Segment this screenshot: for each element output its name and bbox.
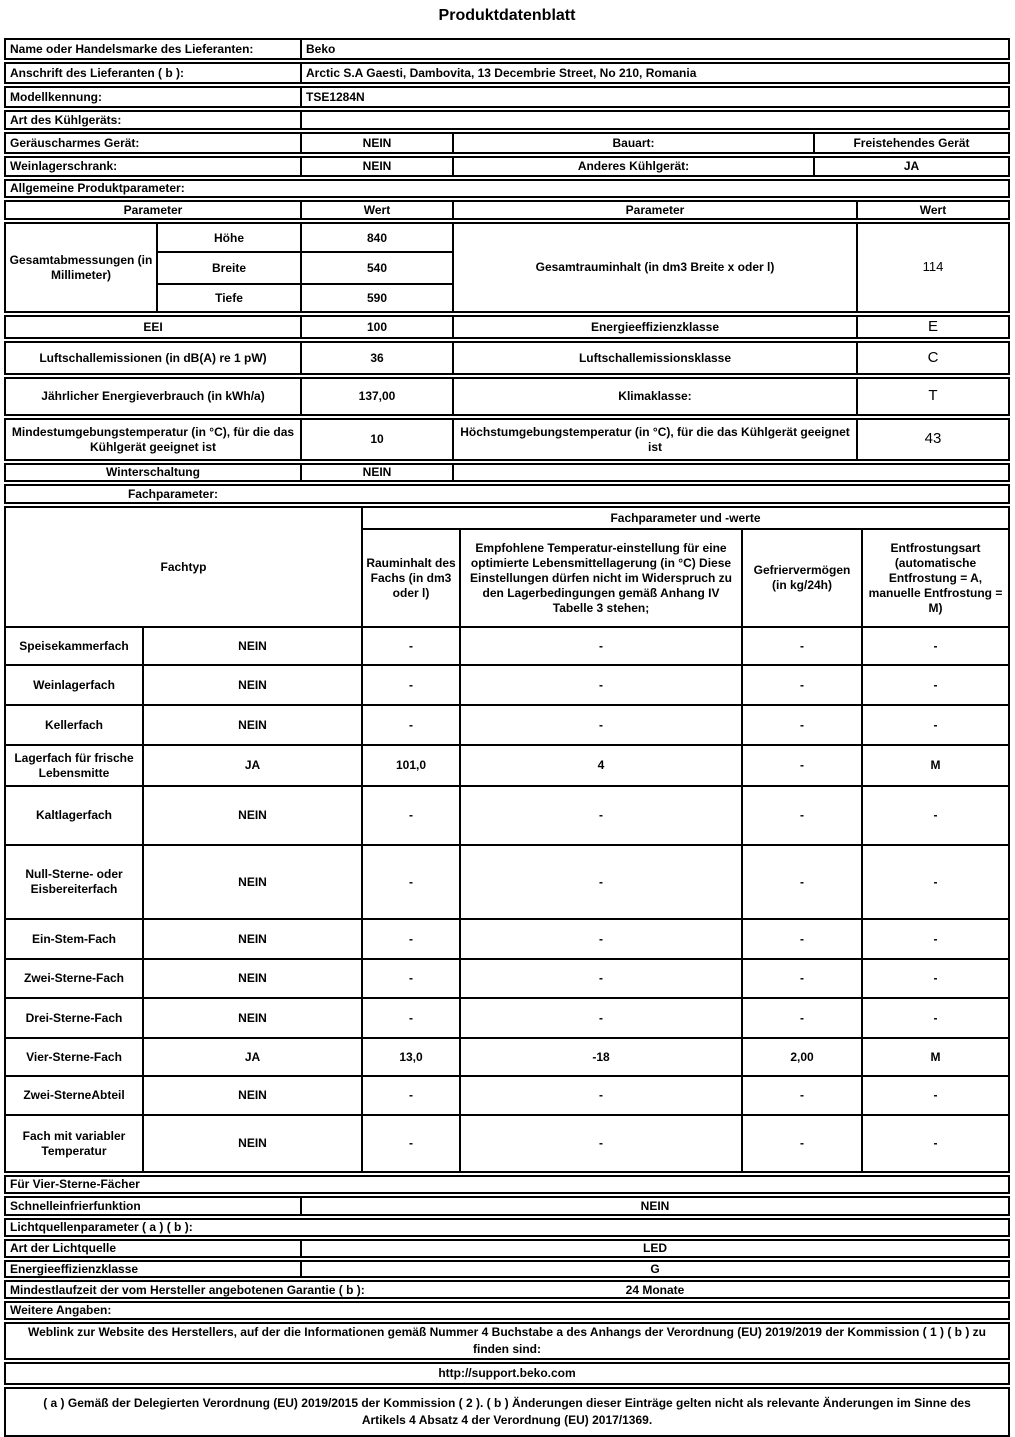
section-title: Allgemeine Produktparameter: [10,181,185,195]
compartment-temp: - [461,706,743,744]
row-label: Art der Lichtquelle [6,1241,302,1256]
compartment-defrost: - [933,971,938,985]
table-row-compartment [6,958,1008,997]
compartment-name: Lagerfach für frische Lebensmitte [6,746,144,785]
compartment-freeze: - [743,628,863,664]
compartment-defrost: M [930,1049,941,1064]
table-row-quick-freeze [4,1196,1010,1216]
dim-name: Breite [158,253,302,283]
dim-value: 840 [366,230,388,245]
compartment-name: Ein-Stem-Fach [6,920,144,958]
row-value: NEIN [302,134,454,152]
dim-name: Tiefe [158,285,302,311]
general-table-header [4,200,1010,220]
row-value: TSE1284N [306,89,365,104]
compartment-freeze: - [743,746,863,785]
compartment-freeze: - [743,1077,863,1114]
compartment-name: Kaltlagerfach [6,787,144,844]
compartment-name: Drei-Sterne-Fach [6,999,144,1037]
compartment-freeze: - [743,706,863,744]
section-header-more [4,1301,1010,1320]
compartment-present: NEIN [144,846,363,918]
row-label: Geräuscharmes Gerät: [6,134,302,152]
row-value-2: JA [903,159,920,173]
empty-cell [454,465,1008,480]
compartment-volume: - [363,999,461,1037]
section-header-four-star [4,1175,1010,1194]
compartment-freeze: - [743,960,863,997]
compartment-freeze: - [743,666,863,704]
param-value: 43 [924,430,942,448]
product-datasheet [4,0,1010,1437]
row-value: NEIN [640,1198,670,1213]
section-header-fach [4,484,1010,504]
row-value-2: Freistehendes Gerät [853,135,970,150]
compartment-temp: - [461,920,743,958]
weblink-text: Weblink zur Website des Herstellers, auf der die Informationen gemäß Nummer 4 Buchstabe a des Anhangs der Verordnung (EU) 2019/2019 der Kommission ( 1 ) ( b ) zu finden sind: [27,1324,986,1356]
table-row-compartment [6,785,1008,844]
fach-table-header [6,508,1008,626]
compartment-temp: - [461,787,743,844]
table-row-compartment [6,997,1008,1037]
row-value: NEIN [302,158,454,175]
compartment-volume: - [363,666,461,704]
compartment-volume: - [363,1116,461,1171]
compartment-temp: - [461,846,743,918]
compartment-temp: - [461,666,743,704]
row-value: Arctic S.A Gaesti, Dambovita, 13 Decembrie Street, No 210, Romania [306,65,697,80]
table-row-compartment [6,744,1008,785]
dim-value: 540 [366,261,388,275]
section-header-general [4,179,1010,198]
param-value: 36 [302,343,454,373]
compartment-name: Weinlagerfach [6,666,144,704]
row-label-2: Anderes Kühlgerät: [454,158,815,175]
compartment-freeze: 2,00 [743,1039,863,1075]
compartment-defrost: - [933,1010,938,1025]
compartment-present: NEIN [144,920,363,958]
compartment-volume: - [363,706,461,744]
page-title: Produktdatenblatt [438,7,576,24]
compartment-present: NEIN [144,1077,363,1114]
param-label: Luftschallemissionen (in dB(A) re 1 pW) [6,343,302,373]
row-label: Schnelleinfrierfunktion [6,1198,302,1214]
row-label: Art des Kühlgeräts: [6,112,302,128]
param-label: Energieeffizienzklasse [454,317,858,337]
compartment-name: Kellerfach [6,706,144,744]
table-row-dimensions [4,222,1010,313]
fach-table [4,506,1010,1173]
table-row-light-type [4,1239,1010,1258]
table-row-compartment [6,1037,1008,1075]
compartment-volume: - [363,960,461,997]
compartment-present: NEIN [144,999,363,1037]
compartment-volume: - [363,628,461,664]
compartment-volume: - [363,787,461,844]
section-title-text: Fachparameter: [127,486,219,501]
dimensions-subtable [158,224,454,311]
param-label: Mindestumgebungstemperatur (in °C), für die das Kühlgerät geeignet ist [6,420,302,459]
compartment-present: NEIN [144,706,363,744]
column-header-fachtyp: Fachtyp [6,508,363,626]
row-value: LED [643,1241,667,1255]
total-volume-label: Gesamtrauminhalt (in dm3 Breite x oder l) [454,224,858,311]
table-row-width [158,253,452,285]
row-label: Mindestlaufzeit der vom Hersteller angebotenen Garantie ( b ): [10,1282,365,1297]
table-row-compartment [6,664,1008,704]
table-row-weblink [4,1322,1010,1360]
row-label: Weinlagerschrank: [6,158,302,175]
row-label-2: Bauart: [454,134,815,152]
row-label: Name oder Handelsmarke des Lieferanten: [6,40,302,58]
param-value: 100 [302,317,454,337]
table-row-light-class [4,1260,1010,1278]
compartment-defrost: - [933,808,938,822]
row-label: Modellkennung: [6,88,302,106]
param-label: Winterschaltung [6,465,302,480]
compartment-name: Null-Sterne- oder Eisbereiterfach [6,846,144,918]
compartment-present: NEIN [144,1116,363,1171]
table-row-low-noise [4,132,1010,154]
compartment-temp: - [461,628,743,664]
compartment-freeze: - [743,920,863,958]
compartment-volume: 101,0 [363,746,461,785]
table-row-footnote [4,1387,1010,1437]
table-row-compartment [6,1114,1008,1171]
param-label: Klimaklasse: [454,379,858,414]
weblink-url: http://support.beko.com [438,1365,576,1380]
row-value: Beko [306,41,336,56]
row-value [302,112,1008,128]
compartment-present: NEIN [144,628,363,664]
compartment-volume: - [363,920,461,958]
footnote-text: ( a ) Gemäß der Delegierten Verordnung (EU) 2019/2015 der Kommission ( 2 ). ( b ) Änderungen dieser Einträge gelten nicht als relevante Änderungen im Sinne des Artikels 4 Absatz 4 der Verordnung (EU) 2017/1369. [43,1395,971,1427]
dim-name: Höhe [158,224,302,251]
column-header-volume: Rauminhalt des Fachs (in dm3 oder l) [363,530,461,626]
compartment-defrost: - [933,677,938,692]
param-label: Jährlicher Energieverbrauch (in kWh/a) [6,379,302,414]
column-header-defrost: Entfrostungsart (automatische Entfrostung = A, manuelle Entfrostung = M) [868,540,1003,615]
compartment-volume: - [363,1077,461,1114]
table-row-wine-storage [4,156,1010,177]
group-header: Fachparameter und -werte [363,508,1008,530]
param-label: Höchstumgebungstemperatur (in °C), für die das Kühlgerät geeignet ist [454,420,858,459]
fach-subheader-row [363,530,1008,626]
table-row-appliance-type [4,110,1010,130]
param-value: C [927,348,939,366]
section-title [6,486,1008,502]
param-value: E [927,317,938,335]
param-value: 137,00 [302,379,454,414]
param-value: 10 [302,420,454,459]
dimensions-label: Gesamtabmessungen (in Millimeter) [6,224,158,311]
compartment-temp: - [461,1116,743,1171]
row-label: Energieeffizienzklasse [6,1262,302,1276]
param-value: T [928,387,938,405]
table-row-eei [4,315,1010,339]
compartment-defrost: - [933,638,938,653]
compartment-present: JA [144,1039,363,1075]
table-row-compartment [6,704,1008,744]
section-title: Weitere Angaben: [10,1303,112,1317]
column-header: Parameter [6,202,302,218]
column-header: Parameter [454,202,858,218]
compartment-temp: - [461,1077,743,1114]
column-header: Wert [919,202,947,217]
total-volume-value: 114 [922,259,944,275]
compartment-present: NEIN [144,960,363,997]
row-label: Anschrift des Lieferanten ( b ): [6,64,302,82]
fach-header-right [363,508,1008,626]
dim-value: 590 [366,291,388,305]
table-row-compartment [6,844,1008,918]
table-row-weblink-url [4,1362,1010,1385]
compartment-defrost: - [933,1136,938,1150]
compartment-volume: - [363,846,461,918]
compartment-name: Speisekammerfach [6,628,144,664]
table-row-energy [4,377,1010,416]
compartment-defrost: M [930,758,941,772]
compartment-defrost: - [933,1088,938,1102]
compartment-name: Fach mit variabler Temperatur [6,1116,144,1171]
param-value: NEIN [302,465,454,480]
compartment-name: Zwei-SterneAbteil [6,1077,144,1114]
compartment-freeze: - [743,787,863,844]
table-row-warranty [4,1280,1010,1299]
table-row-noise [4,341,1010,375]
table-row-depth [158,285,452,311]
compartment-defrost: - [933,874,938,889]
param-label: Luftschallemissionsklasse [454,343,858,373]
table-row-supplier-name [4,38,1010,60]
section-title: Lichtquellenparameter ( a ) ( b ): [10,1220,193,1234]
section-header-light [4,1218,1010,1237]
table-row-ambient-temp [4,418,1010,461]
column-header-freeze: Gefriervermögen (in kg/24h) [743,530,863,626]
column-header: Wert [302,202,454,218]
table-row-compartment [6,626,1008,664]
compartment-temp: 4 [461,746,743,785]
param-label: EEI [6,317,302,337]
compartment-present: JA [144,746,363,785]
table-row-supplier-address [4,62,1010,84]
table-row-compartment [6,918,1008,958]
compartment-present: NEIN [144,666,363,704]
compartment-temp: - [461,960,743,997]
compartment-volume: 13,0 [363,1039,461,1075]
table-row-height [158,224,452,253]
table-row-winter [4,463,1010,482]
compartment-name: Vier-Sterne-Fach [6,1039,144,1075]
compartment-freeze: - [743,1116,863,1171]
table-row-compartment [6,1075,1008,1114]
compartment-temp: - [461,999,743,1037]
table-row-model [4,86,1010,108]
compartment-freeze: - [743,999,863,1037]
section-title: Für Vier-Sterne-Fächer [10,1177,140,1191]
row-value: G [650,1261,660,1276]
compartment-freeze: - [743,846,863,918]
compartment-defrost: - [933,931,938,946]
compartment-temp: -18 [461,1039,743,1075]
compartment-defrost: - [933,717,938,732]
column-header-temp: Empfohlene Temperatur-einstellung für eine optimierte Lebensmittellagerung (in °C) Diese Einstellungen dürfen nicht im Widerspruch zu den Lagerbedingungen gemäß Anhang IV Tabelle 3 stehen; [461,530,743,626]
compartment-name: Zwei-Sterne-Fach [6,960,144,997]
row-value: 24 Monate [625,1282,685,1297]
compartment-present: NEIN [144,787,363,844]
